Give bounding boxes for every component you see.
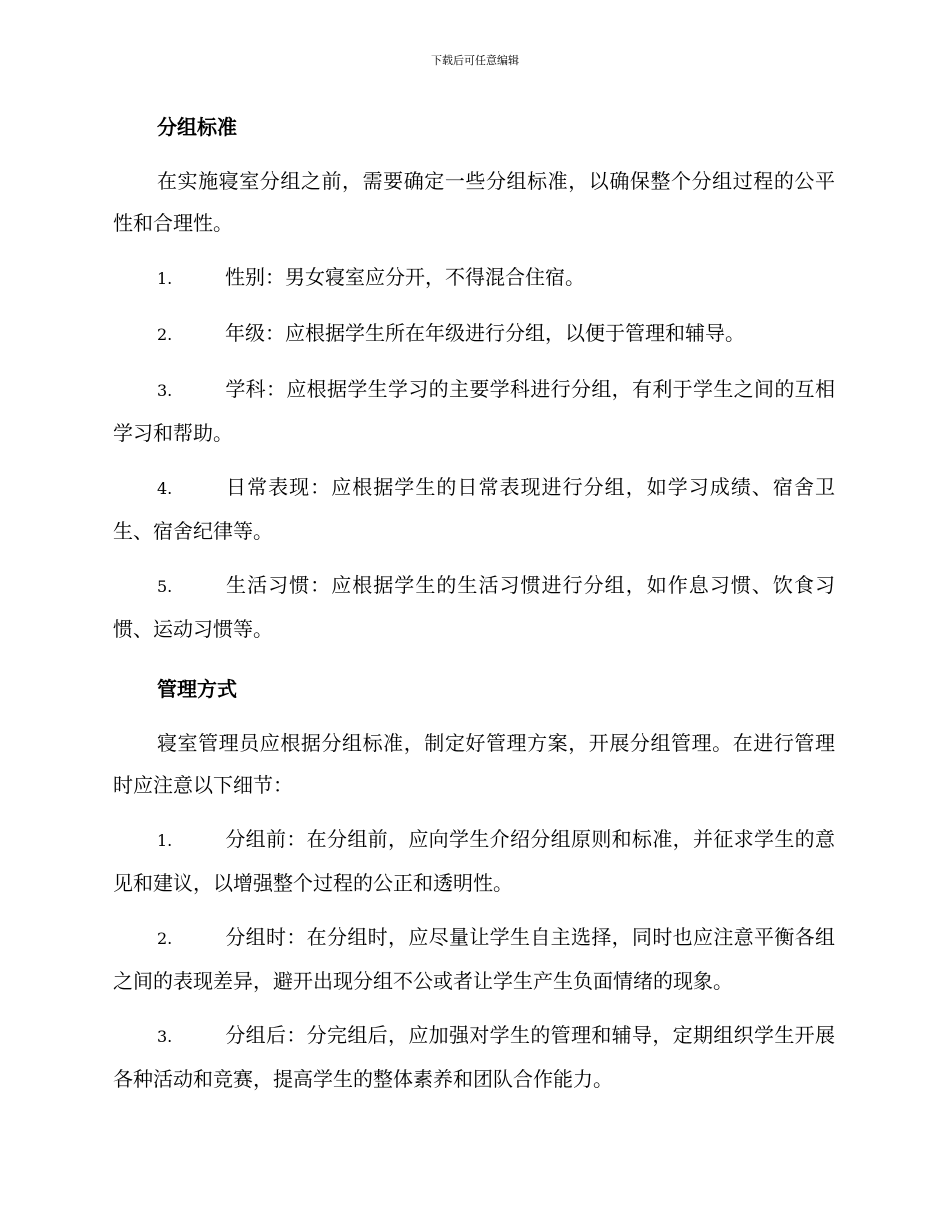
- list-item-number: 3.: [157, 381, 173, 400]
- list-item: [113, 818, 835, 904]
- list-item: [113, 564, 835, 650]
- list-item-number: 1.: [157, 269, 173, 288]
- list-item-number: 4.: [157, 479, 173, 498]
- list-item-number: 3.: [157, 1027, 173, 1046]
- section-heading-management-method: 管理方式: [157, 677, 237, 701]
- section-intro-paragraph: 在实施寝室分组之前，需要确定一些分组标准，以确保整个分组过程的公平性和合理性。: [113, 169, 835, 235]
- section-heading-grouping-criteria: 分组标准: [157, 115, 237, 139]
- page-header: 下载后可任意编辑: [431, 54, 519, 67]
- list-item-text: 年级：应根据学生所在年级进行分组，以便于管理和辅导。: [225, 321, 745, 345]
- list-item: [113, 368, 835, 454]
- list-item-number: 2.: [157, 325, 173, 344]
- list-item-text: 分组时：在分组时，应尽量让学生自主选择，同时也应注意平衡各组之间的表现差异，避开出现分组不公或者让学生产生负面情绪的现象。: [113, 925, 835, 993]
- document-body: [113, 110, 835, 1112]
- list-item-text: 分组后：分完组后，应加强对学生的管理和辅导，定期组织学生开展各种活动和竞赛，提高学生的整体素养和团队合作能力。: [113, 1023, 835, 1091]
- list-item: [113, 1014, 835, 1100]
- list-item-text: 性别：男女寝室应分开，不得混合住宿。: [225, 265, 585, 289]
- section-intro-paragraph: 寝室管理员应根据分组标准，制定好管理方案，开展分组管理。在进行管理时应注意以下细节：: [113, 731, 835, 797]
- list-item: [113, 256, 835, 300]
- list-item-number: 2.: [157, 929, 173, 948]
- list-item-text: 生活习惯：应根据学生的生活习惯进行分组，如作息习惯、饮食习惯、运动习惯等。: [113, 573, 835, 641]
- list-item-text: 分组前：在分组前，应向学生介绍分组原则和标准，并征求学生的意见和建议，以增强整个过程的公正和透明性。: [113, 827, 835, 895]
- list-item-number: 5.: [157, 577, 173, 596]
- list-item-text: 学科：应根据学生学习的主要学科进行分组，有利于学生之间的互相学习和帮助。: [113, 377, 835, 445]
- list-item-text: 日常表现：应根据学生的日常表现进行分组，如学习成绩、宿舍卫生、宿舍纪律等。: [113, 475, 835, 543]
- list-item: [113, 312, 835, 356]
- list-item-number: 1.: [157, 831, 173, 850]
- list-item: [113, 466, 835, 552]
- list-item: [113, 916, 835, 1002]
